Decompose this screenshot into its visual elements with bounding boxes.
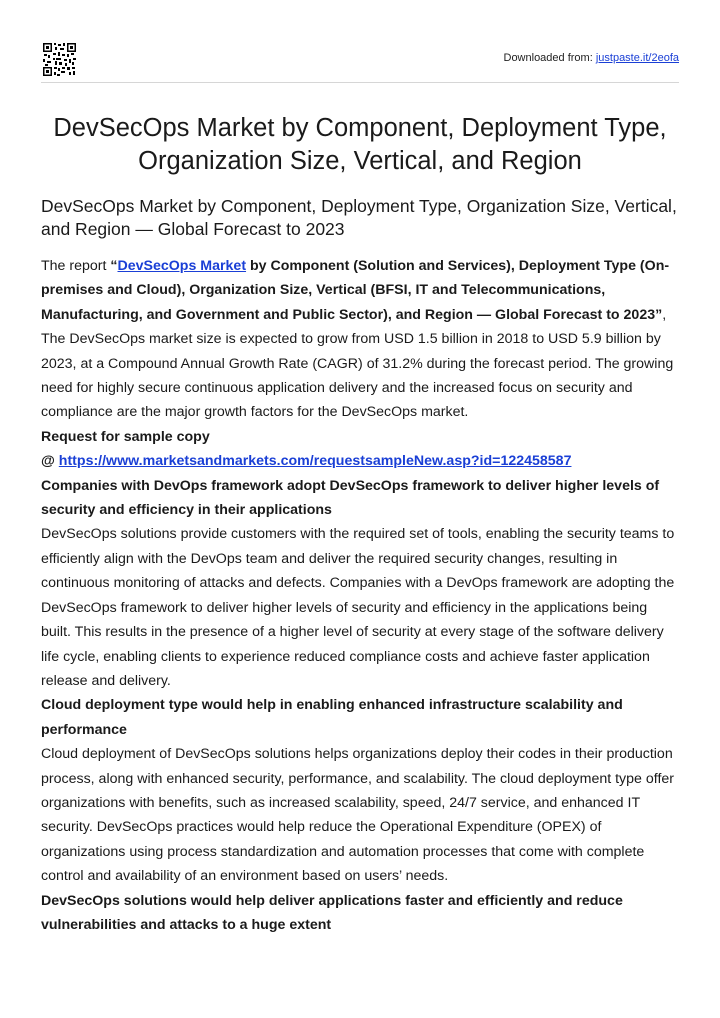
download-source: [504, 52, 680, 64]
source-link[interactable]: justpaste.it/2eofa: [595, 52, 679, 64]
report-quote-open: “: [110, 258, 118, 274]
intro-text: , The DevSecOps market size is expected to grow from USD 1.5 billion in 2018 to USD 5.9 billion by 2023, at a Compound Annual Growth Rate (CAGR) of 31.2% during the forecast period. The growing need for highly secure continuous application delivery and the increased focus on security and compliance are the major growth factors for the DevSecOps market.: [41, 306, 674, 421]
intro-paragraph: [41, 254, 680, 425]
report-link[interactable]: DevSecOps Market: [117, 258, 247, 274]
sample-heading: Request for sample copy: [41, 428, 210, 445]
intro-prefix: The report: [41, 258, 111, 274]
section-paragraph: Cloud deployment of DevSecOps solutions helps organizations deploy their codes in their production process, along with enhanced security, performance, and scalability. The cloud deployment type offer organizations with benefits, such as increased scalability, speed, 24/7 service, and enhanced IT security. DevSecOps practices would help reduce the Operational Expenditure (OPEX) of organizations using process standardization and automation processes that come with complete control and availability of an environment based on users’ needs.: [41, 746, 675, 885]
qr-code-icon: [43, 43, 76, 76]
section-heading: DevSecOps solutions would help deliver applications faster and efficiently and reduce vulnerabilities and attacks to a huge extent: [41, 892, 623, 933]
sample-link-line: [41, 449, 680, 473]
article-body: [41, 254, 680, 937]
section-heading: Cloud deployment type would help in enabling enhanced infrastructure scalability and performance: [41, 697, 623, 738]
report-title-rest: by Component (Solution and Services), Deployment Type (On-premises and Cloud), Organization Size, Vertical (BFSI, IT and Telecommunications, Manufacturing, and Government and Public Sector), and Region — Global Forecast to 2023”: [41, 258, 670, 323]
section-paragraph: DevSecOps solutions provide customers with the required set of tools, enabling the security teams to efficiently align with the DevOps team and deliver the required security changes, resulting in continuous monitoring of attacks and defects. Companies with a DevOps framework are adopting the DevSecOps framework to deliver higher levels of security and efficiency in the applications being built. This results in the presence of a higher level of security at every stage of the software delivery life cycle, enabling clients to experience reduced compliance costs and achieve faster application release and delivery.: [41, 526, 675, 689]
page-title: DevSecOps Market by Component, Deployment Type, Organization Size, Vertical, and Region: [53, 114, 667, 175]
sample-request-link[interactable]: https://www.marketsandmarkets.com/requestsampleNew.asp?id=122458587: [58, 453, 572, 470]
page-subtitle: DevSecOps Market by Component, Deployment Type, Organization Size, Vertical, and Region — Global Forecast to 2023: [41, 196, 677, 239]
downloaded-label: Downloaded from:: [503, 52, 596, 64]
page-header: [41, 40, 679, 83]
section-heading: Companies with DevOps framework adopt DevSecOps framework to deliver higher levels of security and efficiency in their applications: [41, 477, 660, 519]
sample-at: @: [41, 453, 59, 470]
